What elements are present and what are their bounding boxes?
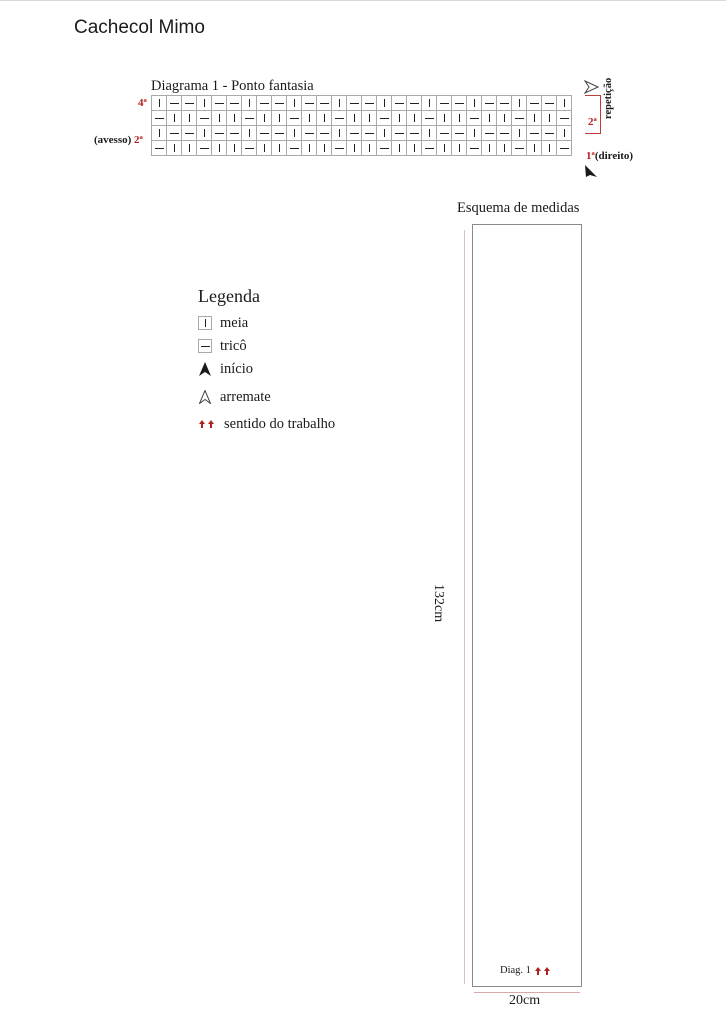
purl-stitch — [212, 96, 227, 111]
purl-stitch — [272, 126, 287, 141]
bind-off-arrow-icon — [198, 390, 212, 404]
knit-stitch — [497, 141, 512, 156]
knit-stitch — [392, 141, 407, 156]
purl-stitch — [227, 126, 242, 141]
knit-stitch — [557, 126, 572, 141]
knit-stitch — [152, 96, 167, 111]
legend-item-work-direction — [198, 415, 335, 433]
purl-stitch — [482, 126, 497, 141]
purl-stitch — [242, 141, 257, 156]
length-dimension-line — [464, 230, 465, 984]
knit-stitch — [557, 96, 572, 111]
purl-stitch — [257, 126, 272, 141]
knit-stitch — [302, 141, 317, 156]
schema-title: Esquema de medidas — [457, 200, 580, 216]
chart-row — [152, 96, 572, 111]
knit-stitch — [287, 126, 302, 141]
row-label-1: 1ª — [586, 150, 595, 162]
purl-stitch — [377, 141, 392, 156]
purl-stitch — [302, 96, 317, 111]
purl-stitch — [482, 96, 497, 111]
knit-stitch — [242, 96, 257, 111]
purl-stitch — [257, 96, 272, 111]
purl-stitch — [422, 141, 437, 156]
legend-label: tricô — [220, 337, 247, 354]
purl-stitch — [167, 126, 182, 141]
knit-stitch — [497, 111, 512, 126]
purl-stitch — [212, 126, 227, 141]
knit-stitch — [182, 111, 197, 126]
purl-stitch — [287, 141, 302, 156]
knit-stitch — [197, 96, 212, 111]
knit-stitch — [197, 126, 212, 141]
knit-symbol-icon — [198, 316, 212, 330]
knit-stitch — [332, 126, 347, 141]
purl-stitch — [392, 126, 407, 141]
purl-stitch — [512, 111, 527, 126]
purl-stitch — [302, 126, 317, 141]
knit-stitch — [332, 96, 347, 111]
purl-stitch — [272, 96, 287, 111]
purl-stitch — [317, 96, 332, 111]
page-title: Cachecol Mimo — [74, 17, 205, 38]
width-label: 20cm — [509, 993, 541, 1008]
knit-stitch — [317, 141, 332, 156]
purl-stitch — [152, 111, 167, 126]
knit-stitch — [407, 111, 422, 126]
row-label-3: 2ª — [588, 116, 597, 128]
purl-stitch — [332, 141, 347, 156]
purl-stitch — [317, 126, 332, 141]
purl-stitch — [422, 111, 437, 126]
knit-stitch — [377, 96, 392, 111]
repeat-label: repetição — [603, 77, 614, 119]
diagram-reference-label: Diag. 1 — [500, 965, 531, 976]
knit-stitch — [437, 111, 452, 126]
purl-stitch — [467, 141, 482, 156]
knit-stitch — [362, 111, 377, 126]
legend-item-start — [198, 360, 253, 378]
chart-row — [152, 111, 572, 126]
scarf-outline — [472, 224, 582, 987]
knit-stitch — [452, 111, 467, 126]
bind-off-arrow-icon — [584, 79, 600, 95]
knit-stitch — [437, 141, 452, 156]
work-direction-icon — [534, 966, 552, 976]
knit-stitch — [542, 111, 557, 126]
chart-row — [152, 126, 572, 141]
length-label: 132cm — [431, 584, 446, 623]
knit-stitch — [257, 111, 272, 126]
purl-stitch — [452, 126, 467, 141]
knit-stitch — [512, 126, 527, 141]
knit-stitch — [302, 111, 317, 126]
row-label-2-group — [94, 134, 143, 146]
purl-stitch — [197, 111, 212, 126]
knit-stitch — [407, 141, 422, 156]
stitch-chart-grid — [151, 95, 572, 156]
row-label-1-group — [586, 150, 633, 162]
knit-stitch — [227, 111, 242, 126]
purl-stitch — [362, 96, 377, 111]
purl-stitch — [497, 96, 512, 111]
purl-stitch — [347, 126, 362, 141]
knit-stitch — [287, 96, 302, 111]
purl-stitch — [497, 126, 512, 141]
legend-label: meia — [220, 314, 249, 331]
knit-stitch — [272, 111, 287, 126]
row-label-4: 4ª — [138, 97, 147, 109]
knit-stitch — [422, 96, 437, 111]
row-side-avesso: (avesso) — [94, 134, 132, 146]
purl-stitch — [377, 111, 392, 126]
knit-stitch — [482, 111, 497, 126]
knit-stitch — [482, 141, 497, 156]
repeat-bracket — [585, 95, 601, 134]
diagram-title: Diagrama 1 - Ponto fantasia — [151, 78, 314, 94]
diagram-reference — [500, 965, 552, 976]
purl-stitch — [407, 96, 422, 111]
purl-stitch — [242, 111, 257, 126]
knit-stitch — [467, 96, 482, 111]
purl-stitch — [557, 111, 572, 126]
purl-stitch — [182, 126, 197, 141]
purl-stitch — [197, 141, 212, 156]
purl-stitch — [332, 111, 347, 126]
purl-stitch — [542, 96, 557, 111]
purl-stitch — [557, 141, 572, 156]
legend-label: arremate — [220, 388, 271, 405]
purl-stitch — [512, 141, 527, 156]
purl-stitch — [227, 96, 242, 111]
knit-stitch — [347, 111, 362, 126]
purl-stitch — [167, 96, 182, 111]
knit-stitch — [317, 111, 332, 126]
knit-stitch — [227, 141, 242, 156]
purl-stitch — [437, 126, 452, 141]
purl-stitch — [152, 141, 167, 156]
knit-stitch — [542, 141, 557, 156]
legend-item-bind-off — [198, 388, 271, 406]
knit-stitch — [377, 126, 392, 141]
knit-stitch — [512, 96, 527, 111]
knit-stitch — [152, 126, 167, 141]
row-label-2: 2ª — [134, 134, 143, 146]
knit-stitch — [212, 111, 227, 126]
purl-stitch — [182, 96, 197, 111]
knit-stitch — [362, 141, 377, 156]
knit-stitch — [212, 141, 227, 156]
work-direction-icon — [198, 417, 216, 431]
start-arrow-icon — [198, 362, 212, 376]
knit-stitch — [167, 111, 182, 126]
knit-stitch — [467, 126, 482, 141]
purl-stitch — [467, 111, 482, 126]
purl-symbol-icon — [198, 339, 212, 353]
row-side-direito: (direito) — [594, 150, 634, 162]
top-border — [0, 0, 726, 1]
knit-stitch — [527, 141, 542, 156]
stitch-chart — [151, 95, 572, 156]
purl-stitch — [287, 111, 302, 126]
purl-stitch — [527, 96, 542, 111]
purl-stitch — [452, 96, 467, 111]
chart-row — [152, 141, 572, 156]
legend-label: início — [220, 360, 254, 377]
knit-stitch — [347, 141, 362, 156]
purl-stitch — [407, 126, 422, 141]
knit-stitch — [167, 141, 182, 156]
legend-title: Legenda — [198, 286, 260, 306]
purl-stitch — [392, 96, 407, 111]
legend-item-purl — [198, 337, 247, 355]
knit-stitch — [392, 111, 407, 126]
purl-stitch — [437, 96, 452, 111]
purl-stitch — [542, 126, 557, 141]
knit-stitch — [452, 141, 467, 156]
purl-stitch — [527, 126, 542, 141]
knit-stitch — [527, 111, 542, 126]
knit-stitch — [422, 126, 437, 141]
purl-stitch — [347, 96, 362, 111]
knit-stitch — [242, 126, 257, 141]
legend-label: sentido do trabalho — [224, 415, 336, 432]
knit-stitch — [257, 141, 272, 156]
start-arrow-icon — [583, 163, 599, 179]
legend-item-knit — [198, 314, 248, 332]
knit-stitch — [182, 141, 197, 156]
purl-stitch — [362, 126, 377, 141]
knit-stitch — [272, 141, 287, 156]
